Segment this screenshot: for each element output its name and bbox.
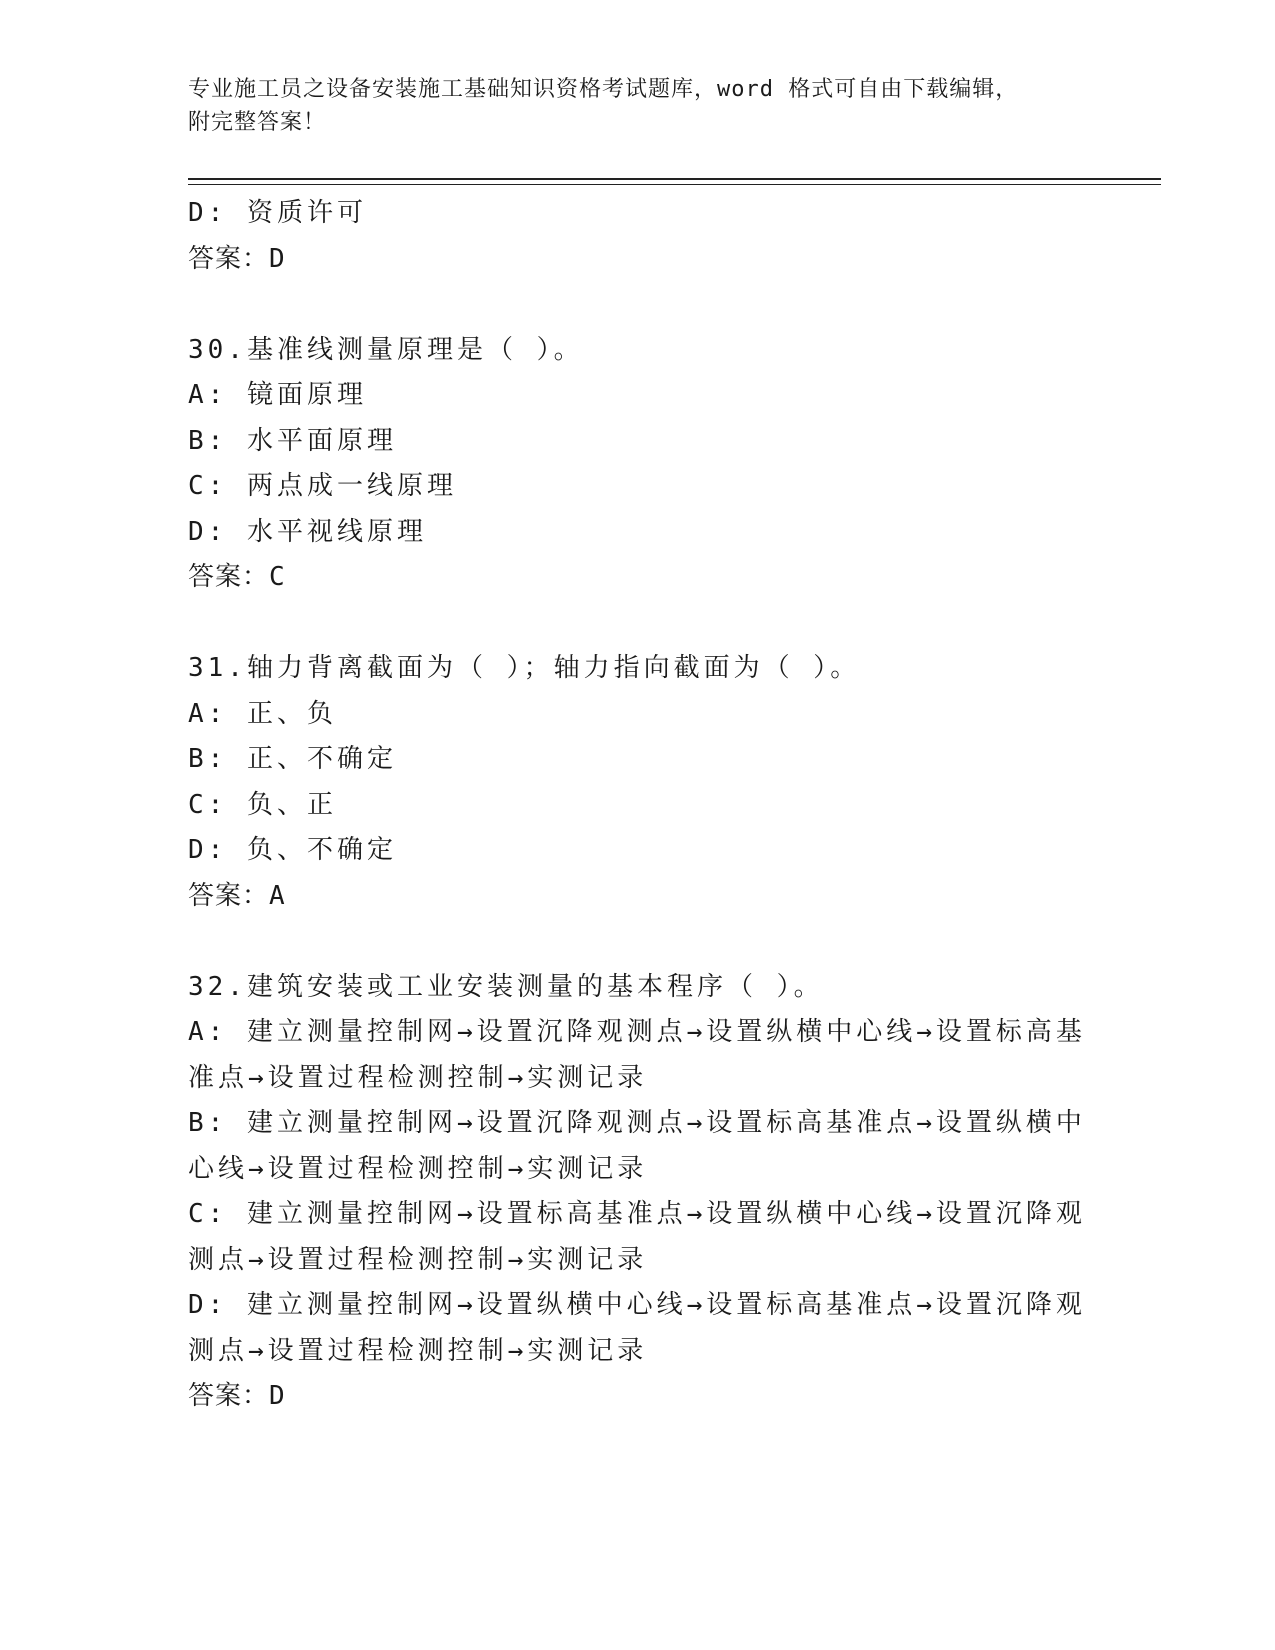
document-header bbox=[188, 73, 1088, 139]
question-31 bbox=[188, 646, 1088, 919]
question-stem: 32.建筑安装或工业安装测量的基本程序（ ）。 bbox=[188, 971, 824, 1002]
question-32 bbox=[188, 965, 1088, 1420]
answer: 答案：A bbox=[188, 880, 286, 911]
option-c: C: 建立测量控制网→设置标高基准点→设置纵横中心线→设置沉降观测点→设置过程检测控制→实测记录 bbox=[188, 1199, 1086, 1275]
header-line-2: 附完整答案！ bbox=[188, 110, 327, 135]
option-c: C: 负、正 bbox=[188, 789, 337, 820]
answer: 答案：C bbox=[188, 562, 286, 592]
carryover-answer: 答案：D bbox=[188, 243, 286, 274]
question-stem: 31.轴力背离截面为（ ）；轴力指向截面为（ ）。 bbox=[188, 653, 861, 683]
option-d: D: 水平视线原理 bbox=[188, 516, 427, 547]
option-d: D: 负、不确定 bbox=[188, 835, 397, 865]
option-c: C: 两点成一线原理 bbox=[188, 471, 457, 501]
option-a: A: 建立测量控制网→设置沉降观测点→设置纵横中心线→设置标高基准点→设置过程检测控制→实测记录 bbox=[188, 1017, 1086, 1093]
option-b: B: 水平面原理 bbox=[188, 425, 397, 456]
question-stem: 30.基准线测量原理是（ ）。 bbox=[188, 334, 584, 365]
question-list bbox=[188, 191, 1088, 1420]
header-divider-thin bbox=[188, 184, 1161, 185]
spacer bbox=[188, 601, 1088, 647]
option-b: B: 建立测量控制网→设置沉降观测点→设置标高基准点→设置纵横中心线→设置过程检测控制→实测记录 bbox=[188, 1108, 1086, 1184]
header-divider-thick bbox=[188, 178, 1161, 180]
option-a: A: 镜面原理 bbox=[188, 380, 367, 410]
answer: 答案：D bbox=[188, 1381, 286, 1411]
option-b: B: 正、不确定 bbox=[188, 744, 397, 774]
header-line-1: 专业施工员之设备安装施工基础知识资格考试题库，word 格式可自由下载编辑， bbox=[188, 77, 1019, 102]
question-30 bbox=[188, 328, 1088, 601]
spacer bbox=[188, 282, 1088, 328]
option-a: A: 正、负 bbox=[188, 698, 337, 729]
spacer bbox=[188, 919, 1088, 965]
option-d: D: 建立测量控制网→设置纵横中心线→设置标高基准点→设置沉降观测点→设置过程检测控制→实测记录 bbox=[188, 1290, 1086, 1366]
carryover-option-d: D: 资质许可 bbox=[188, 198, 367, 228]
